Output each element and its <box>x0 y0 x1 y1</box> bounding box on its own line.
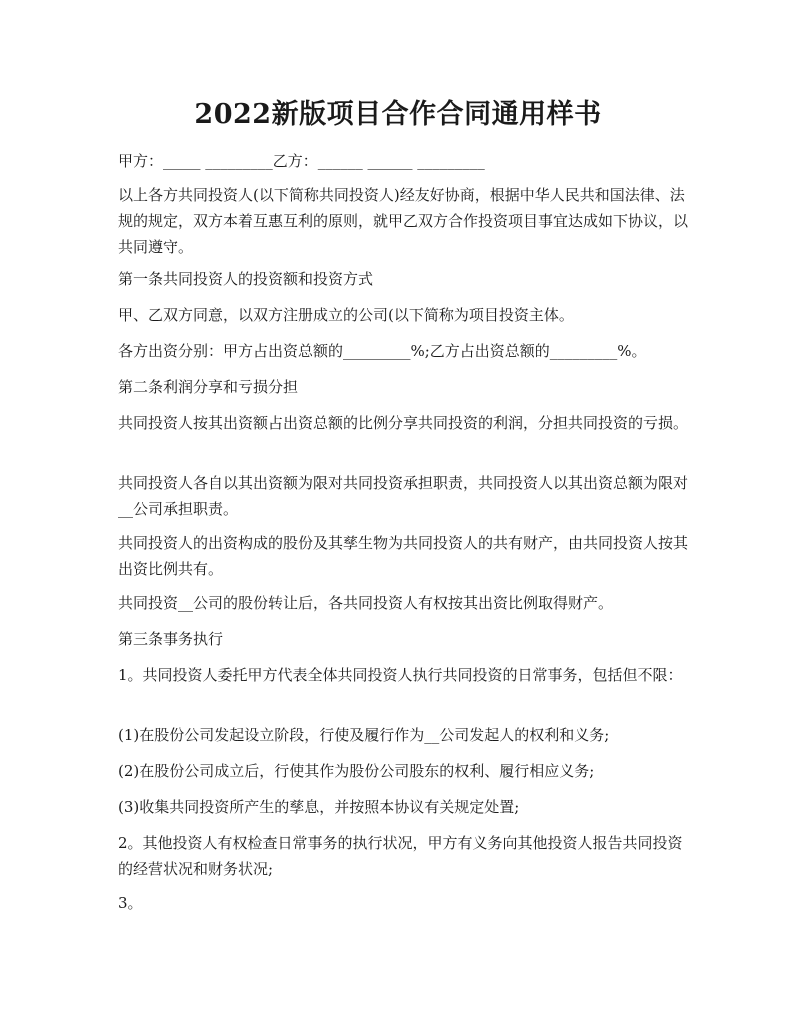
article-3-subitem-3: (3)收集共同投资所产生的孳息，并按照本协议有关规定处置; <box>118 798 520 816</box>
article-1-paragraph-2: 各方出资分别：甲方占出资总额的_________%;乙方占出资总额的_________%。 <box>118 342 647 360</box>
article-2-paragraph-3: 共同投资人的出资构成的股份及其孳生物为共同投资人的共有财产，由共同投资人按其出资比例共有。 <box>118 534 689 578</box>
article-3-subitem-1: (1)在股份公司发起设立阶段，行使及履行作为__公司发起人的权利和义务; <box>118 726 610 744</box>
article-3-item-2: 2。其他投资人有权检查日常事务的执行状况，甲方有义务向其他投资人报告共同投资的经营状况和财务状况; <box>118 834 683 878</box>
article-2-heading: 第二条利润分享和亏损分担 <box>118 378 299 396</box>
document-title: 2022新版项目合作合同通用样书 <box>194 99 602 130</box>
article-3-item-3: 3。 <box>118 894 143 912</box>
article-1-paragraph-1: 甲、乙双方同意，以双方注册成立的公司(以下简称为项目投资主体。 <box>118 306 574 324</box>
article-3-item-1: 1。共同投资人委托甲方代表全体共同投资人执行共同投资的日常事务，包括但不限： <box>118 666 683 684</box>
article-2-paragraph-1: 共同投资人按其出资额占出资总额的比例分享共同投资的利润，分担共同投资的亏损。 <box>118 414 689 432</box>
article-1-heading: 第一条共同投资人的投资额和投资方式 <box>118 270 374 288</box>
article-3-subitem-2: (2)在股份公司成立后，行使其作为股份公司股东的权利、履行相应义务; <box>118 762 595 780</box>
preamble-paragraph: 以上各方共同投资人(以下简称共同投资人)经友好协商，根据中华人民共和国法律、法规的规定，双方本着互惠互利的原则，就甲乙双方合作投资项目事宜达成如下协议，以共同遵守。 <box>118 186 689 256</box>
party-blanks-line: 甲方：_____ _________乙方：______ ______ _________ <box>118 152 485 170</box>
article-3-heading: 第三条事务执行 <box>118 630 224 648</box>
article-2-paragraph-4: 共同投资__公司的股份转让后，各共同投资人有权按其出资比例取得财产。 <box>118 594 614 612</box>
article-2-paragraph-2: 共同投资人各自以其出资额为限对共同投资承担职责，共同投资人以其出资总额为限对__公司承担职责。 <box>118 474 689 518</box>
